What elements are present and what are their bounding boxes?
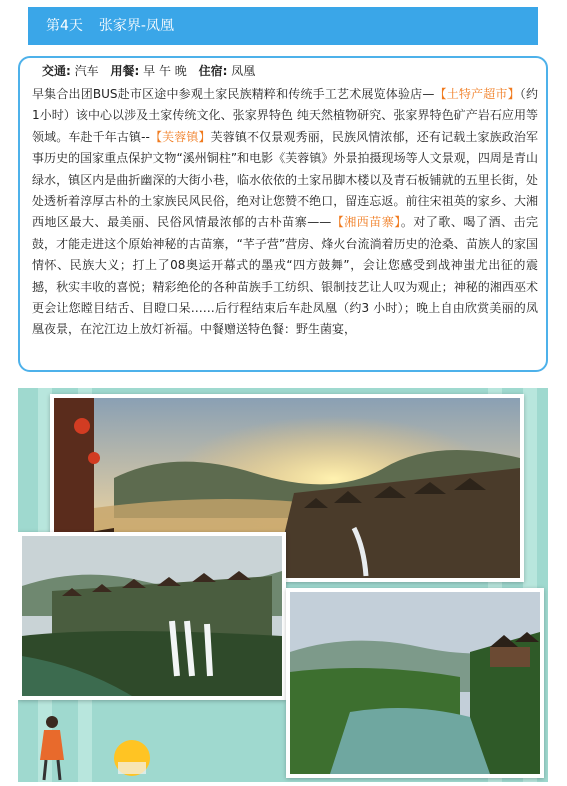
miao-village-river-photo [286,588,544,778]
photo-collage [18,388,548,782]
highlight-miao-village: 【湘西苗寨】 [331,215,401,230]
highlight-specialty-market: 【土特产超市】 [434,87,520,101]
route-label: 张家界-凤凰 [98,18,174,34]
itinerary-description [32,84,538,341]
desc-text-3: 芙蓉镇不仅景观秀丽，民族风情浓郁，还有记载土家族政治军事历史的国家重点保护文物“溪州铜柱”和电影《芙蓉镇》外景拍摄现场等人文景观，四周是青山绿水，镇区内是曲折幽深的大街小巷，临水依依的土家吊脚木楼以及青石板铺就的五里长街，处处透析着淳厚古朴的土家族民风民俗，绝对让您赞不绝口，留连忘返。前往宋祖英的家乡、大湘西地区最大、最美丽、民俗风情最浓郁的古朴苗寨—— [32,129,538,230]
desc-text-1: 早集合出团BUS赴市区途中参观土家民族精粹和传统手工艺术展览体验店— [32,87,435,101]
person-illustration [30,714,70,782]
furong-waterfall-photo [18,532,286,700]
meal-label: 用餐: [110,64,140,78]
stay-value: 凤凰 [231,64,256,78]
itinerary-box [18,56,548,372]
transport-value: 汽车 [74,64,99,78]
stay-label: 住宿: [198,64,228,78]
trip-meta [42,62,263,79]
transport-label: 交通: [42,64,71,78]
sun-icon [110,736,154,780]
desc-text-4: 。对了歌、喝了酒、击完鼓，才能走进这个原始神秘的古苗寨，“芊子营”营房、烽火台流淌着历史的沧桑、苗族人的家国情怀、民族大义；打上了08奥运开幕式的墨戎“四方鼓舞”，会让您感受到战神蚩尤出征的震撼，秋实丰收的喜悦；精彩绝伦的各种苗族手工纺织、银制技艺让人叹为观止；神秘的湘西巫术更会让您瞠目结舌、目瞪口呆……后行程结束后车赴凤凰（约3 小时）；晚上自由欣赏美丽的凤凰夜景，在沱江边上放灯祈福。中餐赠送特色餐：野生菌宴， [32,215,538,337]
desc-text-2: （约1小时）该中心以涉及土家传统文化、张家界特色 纯天然植物研究、张家界特色矿产岩石应用等领域。车赴千年古镇-- [32,87,538,144]
meal-value: 早 午 晚 [143,64,187,78]
day-label: 第4天 [46,18,83,34]
day-header [28,7,538,45]
highlight-furong-town: 【芙蓉镇】 [149,129,211,144]
